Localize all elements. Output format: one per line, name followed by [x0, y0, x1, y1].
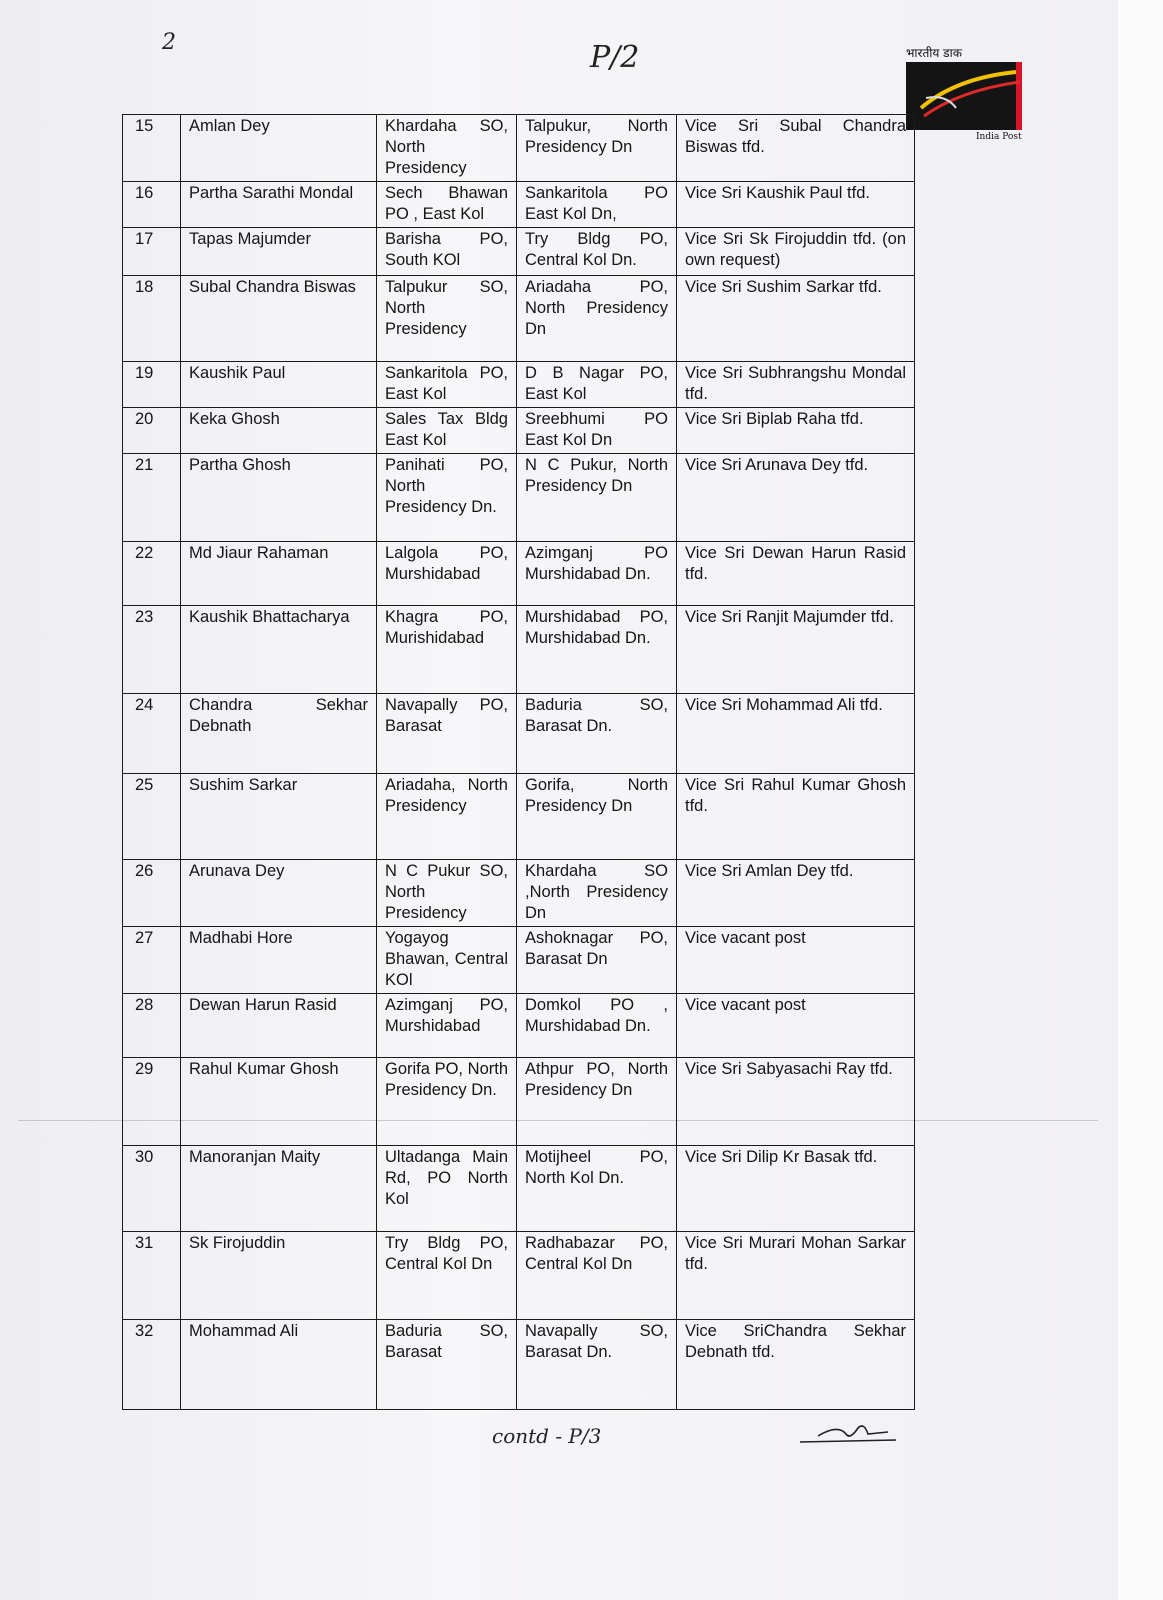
from-office-cell: Panihati PO, North Presidency Dn. [377, 454, 517, 542]
table-row [123, 694, 915, 774]
table-row [123, 1146, 915, 1232]
remarks-cell: Vice Sri Sabyasachi Ray tfd. [677, 1058, 915, 1146]
from-office-cell: Azimganj PO, Murshidabad [377, 994, 517, 1058]
name-cell: Amlan Dey [181, 115, 377, 182]
remarks-cell: Vice Sri Dilip Kr Basak tfd. [677, 1146, 915, 1232]
to-office-cell: Khardaha SO ,North Presidency Dn [517, 860, 677, 927]
to-office-cell: Athpur PO, North Presidency Dn [517, 1058, 677, 1146]
remarks-cell: Vice Sri Ranjit Majumder tfd. [677, 606, 915, 694]
to-office-cell: Try Bldg PO, Central Kol Dn. [517, 228, 677, 276]
to-office-cell: Murshidabad PO, Murshidabad Dn. [517, 606, 677, 694]
name-cell: Kaushik Paul [181, 362, 377, 408]
from-office-cell: Try Bldg PO, Central Kol Dn [377, 1232, 517, 1320]
name-cell: Subal Chandra Biswas [181, 276, 377, 362]
from-office-cell: Khardaha SO, North Presidency [377, 115, 517, 182]
logo-swoosh-icon [916, 68, 1026, 128]
scan-background [1118, 0, 1163, 1600]
from-office-cell: Lalgola PO, Murshidabad [377, 542, 517, 606]
serial-cell: 15 [123, 115, 181, 182]
name-cell: Rahul Kumar Ghosh [181, 1058, 377, 1146]
remarks-cell: Vice Sri Amlan Dey tfd. [677, 860, 915, 927]
table-row [123, 182, 915, 228]
name-cell: Arunava Dey [181, 860, 377, 927]
serial-cell: 16 [123, 182, 181, 228]
remarks-cell: Vice Sri Rahul Kumar Ghosh tfd. [677, 774, 915, 860]
name-cell: Chandra Sekhar Debnath [181, 694, 377, 774]
name-cell: Md Jiaur Rahaman [181, 542, 377, 606]
to-office-cell: Gorifa, North Presidency Dn [517, 774, 677, 860]
table-row [123, 1058, 915, 1146]
to-office-cell: Baduria SO, Barasat Dn. [517, 694, 677, 774]
to-office-cell: Motijheel PO, North Kol Dn. [517, 1146, 677, 1232]
table-row [123, 860, 915, 927]
remarks-cell: Vice Sri Mohammad Ali tfd. [677, 694, 915, 774]
table-row [123, 408, 915, 454]
name-cell: Madhabi Hore [181, 927, 377, 994]
from-office-cell: Yogayog Bhawan, Central KOl [377, 927, 517, 994]
remarks-cell: Vice vacant post [677, 927, 915, 994]
page-number-handwritten: P/2 [590, 40, 640, 75]
serial-cell: 30 [123, 1146, 181, 1232]
to-office-cell: Ashoknagar PO, Barasat Dn [517, 927, 677, 994]
serial-cell: 26 [123, 860, 181, 927]
name-cell: Tapas Majumder [181, 228, 377, 276]
from-office-cell: Talpukur SO, North Presidency [377, 276, 517, 362]
remarks-cell: Vice Sri Sushim Sarkar tfd. [677, 276, 915, 362]
to-office-cell: Talpukur, North Presidency Dn [517, 115, 677, 182]
table-row [123, 774, 915, 860]
from-office-cell: N C Pukur SO, North Presidency [377, 860, 517, 927]
to-office-cell: D B Nagar PO, East Kol [517, 362, 677, 408]
from-office-cell: Barisha PO, South KOl [377, 228, 517, 276]
serial-cell: 32 [123, 1320, 181, 1410]
remarks-cell: Vice Sri Murari Mohan Sarkar tfd. [677, 1232, 915, 1320]
name-cell: Keka Ghosh [181, 408, 377, 454]
name-cell: Kaushik Bhattacharya [181, 606, 377, 694]
table-row [123, 1320, 915, 1410]
from-office-cell: Baduria SO, Barasat [377, 1320, 517, 1410]
table-row [123, 927, 915, 994]
remarks-cell: Vice Sri Biplab Raha tfd. [677, 408, 915, 454]
to-office-cell: Sreebhumi PO East Kol Dn [517, 408, 677, 454]
table-row [123, 1232, 915, 1320]
remarks-cell: Vice SriChandra Sekhar Debnath tfd. [677, 1320, 915, 1410]
table-row [123, 115, 915, 182]
table-row [123, 276, 915, 362]
table-row [123, 606, 915, 694]
india-post-logo [906, 44, 1056, 144]
from-office-cell: Sech Bhawan PO , East Kol [377, 182, 517, 228]
serial-cell: 19 [123, 362, 181, 408]
table-row [123, 454, 915, 542]
serial-cell: 28 [123, 994, 181, 1058]
to-office-cell: Azimganj PO Murshidabad Dn. [517, 542, 677, 606]
from-office-cell: Sales Tax Bldg East Kol [377, 408, 517, 454]
name-cell: Manoranjan Maity [181, 1146, 377, 1232]
from-office-cell: Sankaritola PO, East Kol [377, 362, 517, 408]
remarks-cell: Vice Sri Subal Chandra Biswas tfd. [677, 115, 915, 182]
serial-cell: 22 [123, 542, 181, 606]
remarks-cell: Vice Sri Sk Firojuddin tfd. (on own request) [677, 228, 915, 276]
table-row [123, 542, 915, 606]
name-cell: Partha Ghosh [181, 454, 377, 542]
table-row [123, 994, 915, 1058]
to-office-cell: Sankaritola PO East Kol Dn, [517, 182, 677, 228]
table-row [123, 228, 915, 276]
corner-handwritten-mark: 2 [162, 30, 176, 55]
serial-cell: 21 [123, 454, 181, 542]
serial-cell: 20 [123, 408, 181, 454]
continued-note: contd - P/3 [492, 1424, 602, 1448]
remarks-cell: Vice Sri Dewan Harun Rasid tfd. [677, 542, 915, 606]
name-cell: Dewan Harun Rasid [181, 994, 377, 1058]
from-office-cell: Ariadaha, North Presidency [377, 774, 517, 860]
signature-icon [798, 1420, 898, 1450]
to-office-cell: Radhabazar PO, Central Kol Dn [517, 1232, 677, 1320]
remarks-cell: Vice vacant post [677, 994, 915, 1058]
from-office-cell: Khagra PO, Murishidabad [377, 606, 517, 694]
serial-cell: 17 [123, 228, 181, 276]
from-office-cell: Ultadanga Main Rd, PO North Kol [377, 1146, 517, 1232]
name-cell: Sushim Sarkar [181, 774, 377, 860]
name-cell: Partha Sarathi Mondal [181, 182, 377, 228]
remarks-cell: Vice Sri Arunava Dey tfd. [677, 454, 915, 542]
name-cell: Mohammad Ali [181, 1320, 377, 1410]
serial-cell: 23 [123, 606, 181, 694]
serial-cell: 27 [123, 927, 181, 994]
transfer-table [122, 114, 915, 1410]
serial-cell: 29 [123, 1058, 181, 1146]
to-office-cell: Ariadaha PO, North Presidency Dn [517, 276, 677, 362]
logo-english-text: India Post [976, 132, 1022, 142]
from-office-cell: Gorifa PO, North Presidency Dn. [377, 1058, 517, 1146]
name-cell: Sk Firojuddin [181, 1232, 377, 1320]
to-office-cell: Domkol PO , Murshidabad Dn. [517, 994, 677, 1058]
from-office-cell: Navapally PO, Barasat [377, 694, 517, 774]
table-row [123, 362, 915, 408]
serial-cell: 25 [123, 774, 181, 860]
to-office-cell: Navapally SO, Barasat Dn. [517, 1320, 677, 1410]
logo-hindi-text: भारतीय डाक [906, 46, 962, 60]
to-office-cell: N C Pukur, North Presidency Dn [517, 454, 677, 542]
serial-cell: 24 [123, 694, 181, 774]
serial-cell: 18 [123, 276, 181, 362]
transfer-table-body [123, 115, 915, 1410]
remarks-cell: Vice Sri Subhrangshu Mondal tfd. [677, 362, 915, 408]
serial-cell: 31 [123, 1232, 181, 1320]
remarks-cell: Vice Sri Kaushik Paul tfd. [677, 182, 915, 228]
